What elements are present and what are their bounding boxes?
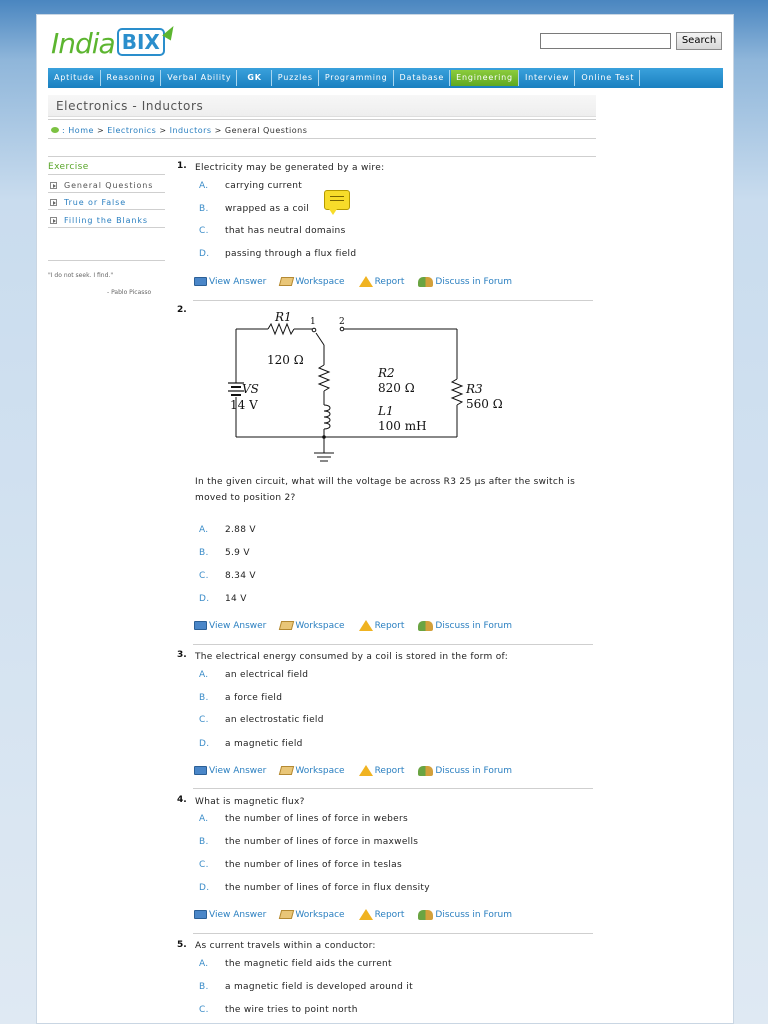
option-text: carrying current <box>225 181 303 191</box>
nav-database[interactable]: Database <box>395 70 451 86</box>
option-d[interactable] <box>199 739 303 749</box>
workspace-label: Workspace <box>295 765 345 776</box>
workspace-label: Workspace <box>295 276 345 287</box>
users-icon <box>418 621 433 631</box>
pencil-icon <box>279 910 294 919</box>
l1-label: L1 <box>378 404 394 418</box>
option-c[interactable] <box>199 226 346 236</box>
nav-engineering[interactable]: Engineering <box>451 70 519 86</box>
option-text: 8.34 V <box>225 571 256 581</box>
breadcrumb-arrow: > <box>159 126 167 135</box>
sidebar-title: Exercise <box>48 162 89 172</box>
divider <box>193 300 593 301</box>
view-answer-label: View Answer <box>209 909 267 920</box>
nav-programming[interactable]: Programming <box>320 70 394 86</box>
pencil-icon <box>279 621 294 630</box>
question-text-line1: In the given circuit, what will the voltage be across R3 25 μs after the switch is <box>195 477 576 487</box>
option-text: the number of lines of force in maxwells <box>225 837 419 847</box>
view-answer-label: View Answer <box>209 620 267 631</box>
option-letter: C. <box>199 860 209 870</box>
workspace-link[interactable] <box>280 909 344 920</box>
switch-pos-2: 2 <box>339 317 345 327</box>
report-label: Report <box>374 620 405 631</box>
view-answer-link[interactable] <box>194 620 266 631</box>
report-link[interactable] <box>359 276 405 287</box>
warning-icon <box>359 765 373 776</box>
option-text: the number of lines of force in webers <box>225 814 409 824</box>
option-c[interactable] <box>199 860 402 870</box>
view-answer-link[interactable] <box>194 765 266 776</box>
nav-interview[interactable]: Interview <box>520 70 575 86</box>
question-number: 4. <box>177 795 187 805</box>
option-text: an electrical field <box>225 670 309 680</box>
option-letter: A. <box>199 525 209 535</box>
divider <box>48 227 165 228</box>
warning-icon <box>359 276 373 287</box>
question-number: 2. <box>177 305 187 315</box>
view-answer-label: View Answer <box>209 765 267 776</box>
users-icon <box>418 766 433 776</box>
option-d[interactable] <box>199 249 356 259</box>
logo-bix: BIX <box>117 28 165 56</box>
r1-label: R1 <box>275 310 292 324</box>
pencil-icon <box>279 766 294 775</box>
question-actions <box>194 620 526 631</box>
option-text: that has neutral domains <box>225 226 346 236</box>
breadcrumb-electronics[interactable]: Electronics <box>107 126 157 135</box>
view-answer-label: View Answer <box>209 276 267 287</box>
option-text: an electrostatic field <box>225 715 324 725</box>
divider <box>193 788 593 789</box>
report-link[interactable] <box>359 765 405 776</box>
l1-value: 100 mH <box>378 419 427 433</box>
option-b[interactable] <box>199 548 250 558</box>
main-nav <box>48 68 723 88</box>
r2-label: R2 <box>378 366 395 380</box>
pencil-icon <box>279 277 294 286</box>
breadcrumb-arrow: > <box>96 126 105 135</box>
question-actions <box>194 765 526 776</box>
option-d[interactable] <box>199 594 247 604</box>
option-b[interactable] <box>199 693 282 703</box>
users-icon <box>418 910 433 920</box>
r3-value: 560 Ω <box>466 397 503 411</box>
r2-value: 820 Ω <box>378 381 415 395</box>
workspace-link[interactable] <box>280 765 344 776</box>
title-bar <box>48 95 596 117</box>
option-letter: B. <box>199 693 209 703</box>
option-b[interactable] <box>199 982 413 992</box>
nav-reasoning[interactable]: Reasoning <box>102 70 162 86</box>
r1-value: 120 Ω <box>267 353 304 367</box>
question-actions <box>194 909 526 920</box>
question-actions <box>194 276 526 287</box>
option-d[interactable] <box>199 883 430 893</box>
option-text: the number of lines of force in teslas <box>225 860 402 870</box>
nav-verbal-ability[interactable]: Verbal Ability <box>162 70 237 86</box>
option-a[interactable] <box>199 814 408 824</box>
option-letter: C. <box>199 226 209 236</box>
option-c[interactable] <box>199 1005 358 1015</box>
option-text: wrapped as a coil <box>225 204 310 214</box>
option-a[interactable] <box>199 181 302 191</box>
option-b[interactable] <box>199 837 418 847</box>
option-letter: A. <box>199 670 209 680</box>
divider <box>48 119 596 120</box>
workspace-link[interactable] <box>280 276 344 287</box>
users-icon <box>418 277 433 287</box>
nav-aptitude[interactable]: Aptitude <box>49 70 101 86</box>
report-link[interactable] <box>359 909 405 920</box>
question-number: 1. <box>177 161 187 171</box>
sidebar-quote: "I do not seek. I find." <box>48 272 114 279</box>
option-b[interactable] <box>199 204 309 214</box>
sidebar-item-label: Filling the Blanks <box>64 216 148 225</box>
discuss-label: Discuss in Forum <box>435 276 513 287</box>
option-letter: D. <box>199 883 210 893</box>
nav-puzzles[interactable]: Puzzles <box>273 70 319 86</box>
quote-author: - Pablo Picasso <box>107 289 152 296</box>
breadcrumb-current: General Questions <box>224 126 308 135</box>
option-letter: C. <box>199 715 209 725</box>
divider <box>48 138 596 139</box>
option-letter: B. <box>199 837 209 847</box>
breadcrumb-inductors[interactable]: Inductors <box>169 126 212 135</box>
warning-icon <box>359 909 373 920</box>
book-icon <box>194 766 207 775</box>
breadcrumb-arrow: > <box>214 126 222 135</box>
book-icon <box>194 621 207 630</box>
option-text: passing through a flux field <box>225 249 357 259</box>
sidebar-item-true-or-false[interactable] <box>50 198 126 207</box>
question-text: Electricity may be generated by a wire: <box>195 163 385 173</box>
option-text: a force field <box>225 693 283 703</box>
divider <box>48 192 165 193</box>
workspace-link[interactable] <box>280 620 344 631</box>
divider <box>48 156 596 157</box>
option-text: a magnetic field is developed around it <box>225 982 413 992</box>
option-letter: C. <box>199 1005 209 1015</box>
option-letter: D. <box>199 249 210 259</box>
search-input[interactable] <box>540 33 671 49</box>
sidebar-item-general-questions[interactable] <box>50 181 153 190</box>
divider <box>193 933 593 934</box>
option-a[interactable] <box>199 670 308 680</box>
discuss-label: Discuss in Forum <box>435 765 513 776</box>
divider <box>48 174 165 175</box>
site-logo[interactable] <box>51 25 175 61</box>
option-c[interactable] <box>199 571 256 581</box>
vs-value: 14 V <box>230 398 258 412</box>
discuss-link[interactable] <box>418 909 512 920</box>
option-text: the number of lines of force in flux density <box>225 883 430 893</box>
play-icon <box>50 199 57 206</box>
view-answer-link[interactable] <box>194 276 266 287</box>
discuss-link[interactable] <box>418 620 512 631</box>
question-text: The electrical energy consumed by a coil is stored in the form of: <box>195 652 509 662</box>
divider <box>48 209 165 210</box>
report-link[interactable] <box>359 620 405 631</box>
option-letter: B. <box>199 204 209 214</box>
option-c[interactable] <box>199 715 324 725</box>
question-number: 3. <box>177 650 187 660</box>
sidebar-item-label: General Questions <box>64 181 154 190</box>
nav-online-test[interactable]: Online Test <box>576 70 640 86</box>
home-icon <box>51 127 59 133</box>
option-letter: A. <box>199 814 209 824</box>
option-letter: B. <box>199 982 209 992</box>
workspace-label: Workspace <box>295 620 345 631</box>
sidebar-item-filling-the-blanks[interactable] <box>50 216 148 225</box>
circuit-diagram <box>202 310 503 478</box>
warning-icon <box>359 620 373 631</box>
option-letter: D. <box>199 739 210 749</box>
option-a[interactable] <box>199 525 256 535</box>
option-text: 2.88 V <box>225 525 256 535</box>
question-text: As current travels within a conductor: <box>195 941 376 951</box>
question-number: 5. <box>177 940 187 950</box>
breadcrumb <box>51 126 307 135</box>
option-text: 5.9 V <box>225 548 250 558</box>
report-label: Report <box>374 909 405 920</box>
switch-pos-1: 1 <box>310 317 316 327</box>
discuss-link[interactable] <box>418 276 512 287</box>
option-letter: D. <box>199 594 210 604</box>
option-letter: A. <box>199 959 209 969</box>
comment-icon[interactable] <box>324 190 350 210</box>
option-letter: A. <box>199 181 209 191</box>
option-letter: B. <box>199 548 209 558</box>
page-container <box>36 14 734 1024</box>
report-label: Report <box>374 276 405 287</box>
sidebar-item-label: True or False <box>64 198 127 207</box>
search-button[interactable]: Search <box>676 32 722 50</box>
report-label: Report <box>374 765 405 776</box>
play-icon <box>50 182 57 189</box>
discuss-link[interactable] <box>418 765 512 776</box>
book-icon <box>194 277 207 286</box>
nav-gk[interactable]: GK <box>238 70 271 86</box>
option-text: 14 V <box>225 594 247 604</box>
question-text-line2: moved to position 2? <box>195 493 296 503</box>
book-icon <box>194 910 207 919</box>
discuss-label: Discuss in Forum <box>435 909 513 920</box>
r3-label: R3 <box>466 382 483 396</box>
page-title: Electronics - Inductors <box>56 99 204 113</box>
vs-label: VS <box>242 382 259 396</box>
option-letter: C. <box>199 571 209 581</box>
workspace-label: Workspace <box>295 909 345 920</box>
view-answer-link[interactable] <box>194 909 266 920</box>
discuss-label: Discuss in Forum <box>435 620 513 631</box>
option-text: the wire tries to point north <box>225 1005 358 1015</box>
option-a[interactable] <box>199 959 392 969</box>
divider <box>193 644 593 645</box>
option-text: the magnetic field aids the current <box>225 959 392 969</box>
question-text: What is magnetic flux? <box>195 797 305 807</box>
breadcrumb-home[interactable]: : Home <box>62 126 94 135</box>
play-icon <box>50 217 57 224</box>
logo-text: India <box>51 27 115 60</box>
divider <box>48 260 165 261</box>
option-text: a magnetic field <box>225 739 303 749</box>
